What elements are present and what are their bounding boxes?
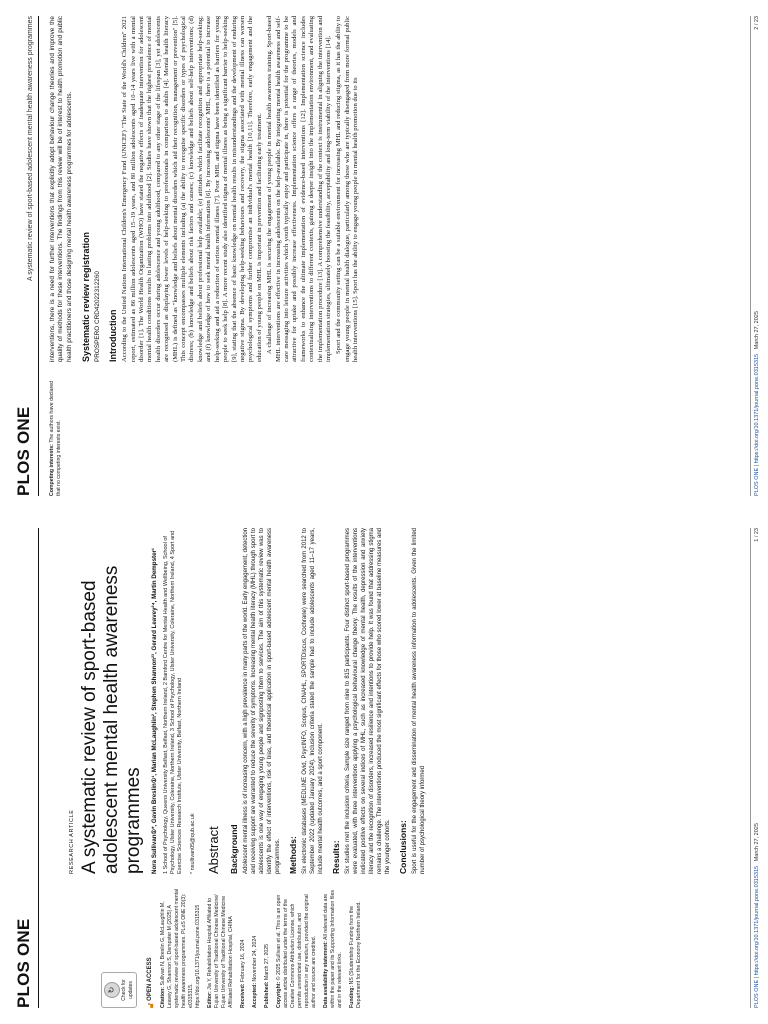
sidebar: [49, 376, 363, 496]
affiliations: 1 School of Psychology, Queens University Belfast, Belfast, Northern Ireland, 2 Bamford Centre for Mental Health and Wellbeing, School of Psychology, Ulster University, Coleraine, Northern Ireland, 3 School of Psychology, Ulster University, Coleraine, Northern Ireland, 4 Sport and Exercise Sciences Research Institute, Ulster University, Belfast, Northern Ireland: [163, 530, 183, 874]
article-main: [49, 528, 432, 874]
footer-date: March 27, 2025: [754, 311, 760, 350]
journal-logo: PLOS ONE: [14, 406, 33, 496]
intro-paragraph-1: According to the United Nations International Children's Emergency Fund (UNICEF) "The State of the World's Children" 2021 report, estimated as 86 million adolescents aged 15–19 years, and 80 million adolescents aged 10–14 years live with a mental disorder [1]. The World Health Organization (WHO) have stated the negative effects of inadequate intervention for adolescent mental health conditions results in lasting problems into adulthood [2]. Studies have shown that the highest prevalence of mental health disorders occur during adolescence and young adulthood, compared to any other stage of the lifespan [3], yet adolescents are recognised as displaying lower levels of help-seeking to professionals in comparison to adults [4]. Mental health literacy (MHL) is defined as "knowledge and beliefs about mental disorders which aid their recognition, management or prevention" [5]. This concept encompasses multiple elements including (a) the ability to recognise specific disorders or types of psychological distress; (b) knowledge and beliefs about risk factors and causes; (c) knowledge and beliefs about self-help interventions; (d) knowledge and beliefs about professional help available; (e) attitudes which facilitate recognition and appropriate help-seeking; and (f) knowledge of how to seek mental health information [6]. By increasing adolescents' MHL, there is a potential to increase help-seeking and aid a reduction of serious mental illness [7]. Poor MHL and stigma have been identified as barriers for young people to seek help [8]. A more recent study also identified stigma of mental illness as being a significant barrier to help-seeking [9], stating that the absence of basic knowledge on mental health results in misunderstandings and the development of enduring negative stigma. By developing help-seeking behaviours and recovery, the stigma associated with mental illness can worsen psychological symptoms and further compromise an individual's mental health [10,11]. Therefore, early engagement and the education of young people on MHL is important in prevention and facilitating early treatment.: [121, 16, 263, 362]
conclusions-text: Sport is useful for the engagement and dissemination of mental health awareness information to adolescents. Given the limited number of psychological theory informed: [412, 528, 426, 874]
page-header: [12, 528, 39, 1008]
open-lock-icon: 🔓︎: [146, 1002, 155, 1008]
page-one: [0, 512, 768, 1024]
registration-heading: Systematic review registration: [81, 231, 92, 362]
abstract-continued: interventions, there is a need for further interventions that explicitly adopt behaviour change theories and improve the quality of methods for these interventions. The findings from this review will be of interest to health promotion and public health practitioners and those designing mental health awareness programmes for adolescents.: [49, 16, 73, 362]
page-header: [12, 16, 39, 496]
abstract-heading: Abstract: [206, 826, 221, 874]
page-number: 2 / 23: [754, 16, 760, 30]
check-for-updates-badge[interactable]: ↻ Check for updates: [101, 972, 137, 1008]
funding: Funding: NS (Studentship Funding from the Department for the Economy Northern Ireland.: [349, 901, 362, 1008]
citation: Citation: Sullivan N, Breslin G, McLaughlin M, Leavey G, Shannon S, Dempster M (2025) A systematic review of sport-based adolescent mental health awareness programmes. PLoS ONE 20(3): e0315315. https://doi.org/10.1371/journal.pone.0315315: [160, 888, 201, 1008]
footer-date: March 27, 2025: [754, 823, 760, 862]
received-date: Received: February 16, 2024: [240, 939, 246, 1008]
page-footer: [750, 16, 760, 496]
copyright: Copyright: © 2025 Sullivan et al. This is an open access article distributed under the terms of the Creative Commons Attribution License, which permits unrestricted use, distribution, and reproduction in any medium, provided the original author and source are credited.: [276, 894, 317, 1008]
updates-icon: ↻: [104, 982, 120, 998]
article-main: [49, 16, 363, 362]
methods-heading: Methods:: [288, 836, 298, 874]
intro-paragraph-2: A challenge of increasing MHL is securing the engagement of young people in mental health awareness training. Sport-based MHL interventions are effective in increasing adolescents on the help-available. By integrating mental health awareness and self-care messaging into leisure activities which youth typically enjoy and participate in, there is potential for the programme to be attractive for uptake and possibly increase effectiveness. Implementation science offers a range of theories, models and frameworks to enhance the ultimate implementation of evidence-based interventions [12]. Implementation science includes contextualising interventions to different contexts, gaining a deeper insight into the implementation environment, and evaluating the implementation procedure [13]. A comprehensive understanding of the context is instrumental in aligning the intervention and implementation strategies, ultimately boosting the feasibility, acceptability and long-term viability of the interventions [14].: [266, 16, 332, 362]
page-footer: [750, 528, 760, 1008]
page-number: 1 / 23: [754, 528, 760, 542]
intro-paragraph-3: Sport and the community setting can be a suitable environment for increasing MHL and reducing stigma, as it has the ability to engage young people in mental health dialogue, particularly among those who are typically disengaged from more formal public health interventions [15]. Sport has the ability to engage young people in mental health promotion due to its: [335, 16, 360, 362]
results-text: Six studies met the inclusion criteria. Sample size ranged from nine to 815 participants. Four distinct sport-based programmes were evaluated, with three interventions applying a psychological behavioural change theory. The results of the interventions indicated positive effects on several indices of MHL, such as increased knowledge of mental health, depression and anxiety literacy and the recognition of disorders, increased resilience and intentions to provide help. It was found that addressing stigma remains a challenge. The interventions produced the most significant effects for those who scored lower at baseline measures and the younger cohorts.: [345, 528, 391, 874]
author-list: Nora Sullivan①*, Gavin Breslin①¹, Marian McLaughlin², Stephen Shannon²³, Gerard Leavey²⁴, Martin Dempster¹: [151, 548, 158, 874]
conclusions-heading: Conclusions:: [398, 820, 408, 874]
article-type: RESEARCH ARTICLE: [69, 809, 75, 874]
sidebar: [49, 888, 432, 1008]
data-availability: Data availability statement: All relevant data are within the paper and its Supporting Information files and in the relevant links.: [323, 890, 343, 1008]
accepted-date: Accepted: November 24, 2024: [252, 935, 258, 1008]
editor: Editor: Jia Y, Rehabilitation Hospital Affiliated to Fujian University of Traditional Chinese Medicine/ Fujian University of Traditional Chinese Medicine Affiliated Rehabilitation Hospital, CHINA: [207, 894, 234, 1008]
running-title: A systematic review of sport-based adolescent mental health awareness programmes: [27, 16, 34, 281]
introduction-heading: Introduction: [108, 309, 119, 362]
corresponding-email[interactable]: * nsullivan05@qub.ac.uk: [190, 813, 196, 874]
results-heading: Results:: [331, 840, 341, 874]
doi-link[interactable]: PLOS ONE | https://doi.org/10.1371/journal.pone.0315315: [754, 353, 760, 496]
background-text: Adolescent mental illness is of increasing concern, with a high prevalence in many parts of the world. Early engagement, detection and receiving support are warranted to reduce the severity of symptoms. Increasing mental health literacy (MHL) through sport to adolescents is one way of engaging young people and signposting them to services. The aim of this systematic review was to identify the effect of interventions, risk of bias, and theoretical application in sport-based adolescent mental health awareness programmes.: [243, 528, 281, 874]
page-one-content: [0, 512, 768, 1024]
background-heading: Background: [229, 824, 239, 874]
competing-interests: Competing interests: The authors have declared that no competing interests exist.: [49, 381, 62, 496]
methods-text: Six electronic databases (MEDLINE Ovid, PsycINFO, Scopus, CINAHL, SPORTDiscus, Cochrane) were searched from 2012 to September 2022 (updated January 2024). Inclusion criteria stated the sample had to include adolescents aged 11–17 years, include mental health outcomes, and a sport component.: [302, 528, 324, 874]
doi-link[interactable]: PLOS ONE | https://doi.org/10.1371/journal.pone.0315315: [754, 865, 760, 1008]
open-access-label: 🔓︎ OPEN ACCESS: [146, 957, 155, 1008]
article-title: A systematic review of sport-based adolescent mental health awareness programmes: [79, 565, 144, 874]
published-date: Published: March 27, 2025: [264, 943, 270, 1008]
journal-logo: PLOS ONE: [14, 918, 33, 1008]
registration-id: PROSPERO CRD42022312260: [94, 271, 102, 362]
